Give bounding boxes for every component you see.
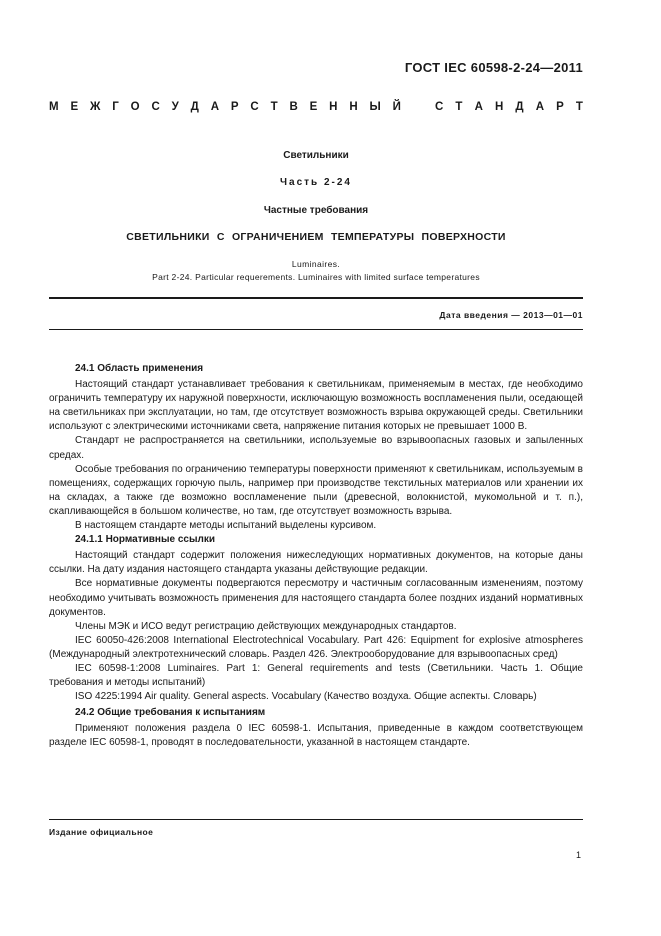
banner-letter: Е [70, 101, 79, 113]
paragraph: Настоящий стандарт устанавливает требования к светильникам, применяемым в местах, где необходимо ограничить температуру их наружной поверхности, исключающую возможность воспламенения пыли, оседающей на светильниках при эксплуатации, но там, где отсутствует возможность взрыва окружающей среды. Светильники используют с электрическими источниками света, напряжение питания которых не превышает 1000 В. [49, 379, 583, 433]
english-title-line-2: Part 2-24. Particular requerements. Luminaires with limited surface temperatures [152, 272, 480, 282]
banner-letter: Н [349, 101, 358, 113]
banner-letter: Й [392, 101, 401, 113]
banner-letter: А [474, 101, 483, 113]
document-body [49, 362, 583, 751]
page-number: 1 [575, 850, 581, 860]
footer-divider [49, 819, 583, 820]
banner-letter: У [171, 101, 179, 113]
paragraph: Члены МЭК и ИСО ведут регистрацию действующих международных стандартов. [75, 620, 457, 632]
paragraph: Применяют положения раздела 0 IEC 60598-1. Испытания, приведенные в каждом соответствующем разделе IEC 60598-1, проводят в последовательности, указанной в настоящем стандарте. [49, 723, 583, 749]
title-part: Часть 2-24 [280, 177, 352, 188]
section-heading-24-1: 24.1 Область применения [75, 363, 204, 374]
banner-letter: С [250, 101, 259, 113]
banner-letter: Р [556, 101, 564, 113]
banner-letter: Г [112, 101, 119, 113]
reference-item: IEC 60598-1:2008 Luminaires. Part 1: General requirements and tests (Светильники. Часть 1. Общие требования и методы испытаний) [49, 662, 583, 689]
banner-letter: Д [515, 101, 524, 113]
title-luminaires: Светильники [283, 150, 349, 161]
banner-letter: Е [309, 101, 318, 113]
banner-letter: Т [270, 101, 278, 113]
interstate-standard-banner [49, 101, 583, 113]
banner-letter: Д [190, 101, 199, 113]
main-title: СВЕТИЛЬНИКИ С ОГРАНИЧЕНИЕМ ТЕМПЕРАТУРЫ ПОВЕРХНОСТИ [126, 231, 506, 243]
paragraph: Стандарт не распространяется на светильники, используемые во взрывоопасных газовых и запыленных средах. [49, 435, 583, 461]
banner-letter: Р [230, 101, 239, 113]
banner-letter: А [210, 101, 220, 113]
section-heading-24-2: 24.2 Общие требования к испытаниям [75, 707, 266, 719]
banner-letter: Ж [89, 101, 101, 113]
paragraph: Особые требования по ограничению температуры поверхности применяют к светильникам, используемым в помещениях, содержащих горючую пыль, например при производстве текстильных материалов или хранении их на складах, а также где возможно воспламенение пыли (древесной, волокнистой, мукомольной и т. п.), скапливающейся в большом количестве, но там, где отсутствует возможность взрыва. [49, 463, 583, 517]
english-title-line-1: Luminaires. [291, 259, 341, 269]
banner-letter: Н [329, 101, 338, 113]
header-divider [49, 297, 583, 299]
official-edition-label: Издание официальное [49, 827, 154, 837]
reference-item: ISO 4225:1994 Air quality. General aspects. Vocabulary (Качество воздуха. Общие аспекты. Словарь) [75, 691, 537, 703]
banner-letter: Н [494, 101, 504, 113]
banner-letter: Т [575, 101, 583, 113]
banner-letter: Ы [369, 101, 381, 113]
paragraph: Все нормативные документы подвергаются пересмотру и частичным согласованным изменениям, поэтому необходимо учитывать возможность применения для настоящего стандарта более поздних изданий нормативных документов. [49, 578, 583, 618]
banner-letter: С [151, 101, 160, 113]
standard-code: ГОСТ IEC 60598-2-24—2011 [404, 60, 583, 75]
introduction-date: Дата введения — 2013—01—01 [439, 310, 583, 320]
banner-word-1 [49, 101, 401, 113]
date-divider [49, 329, 583, 330]
banner-letter: С [435, 101, 444, 113]
reference-item: IEC 60050-426:2008 International Electrotechnical Vocabulary. Part 426: Equipment for explosive atmospheres (Международный электротехнический словарь. Раздел 426. Электрооборудование для взрывоопасных сред) [49, 634, 583, 660]
banner-letter: Т [455, 101, 463, 113]
banner-word-2 [435, 101, 583, 113]
banner-letter: М [49, 101, 59, 113]
banner-letter: А [535, 101, 545, 113]
banner-letter: О [130, 101, 140, 113]
paragraph: В настоящем стандарте методы испытаний выделены курсивом. [75, 520, 377, 532]
banner-letter: В [289, 101, 298, 113]
section-heading-24-1-1: 24.1.1 Нормативные ссылки [75, 534, 215, 546]
paragraph: Настоящий стандарт содержит положения нижеследующих нормативных документов, на которые даны ссылки. На дату издания настоящего стандарта указаны действующие редакции. [49, 550, 583, 576]
title-particular: Частные требования [263, 205, 369, 216]
